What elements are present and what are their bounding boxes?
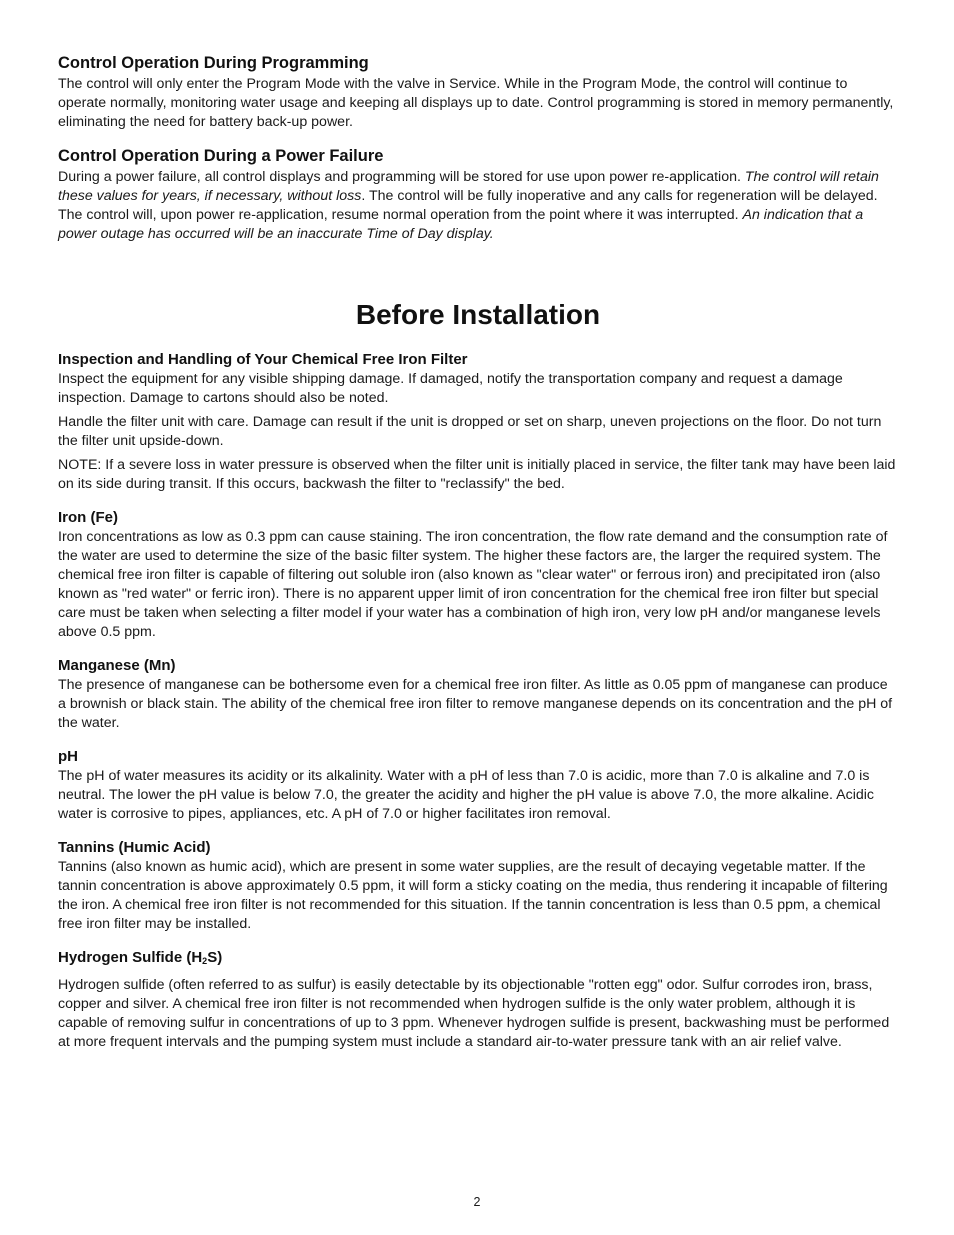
section-paragraph: The pH of water measures its acidity or its alkalinity. Water with a pH of less than 7.0 is acidic, more than 7.0 is alkaline and 7.0 is neutral. The lower the pH value is below 7.0, the greater the acidity and higher the pH value is above 7.0, the more alkaline. Acidic water is corrosive to pipes, appliances, etc. A pH of 7.0 or higher facilitates iron removal.	[58, 768, 874, 822]
paragraph-italic-text: The control will retain these values for years, if necessary, without loss	[58, 169, 879, 204]
section-paragraph	[58, 168, 898, 244]
section-hydrogen-sulfide	[58, 948, 898, 1052]
section-iron	[58, 508, 898, 642]
section-paragraph: NOTE: If a severe loss in water pressure is observed when the filter unit is initially placed in service, the filter tank may have been laid on its side during transit. If this occurs, backwash the filter to "reclassify" the bed.	[58, 457, 896, 492]
paragraph-text: . The control will be fully inoperative and any calls for regeneration will be delayed. The control will, upon power re-application, resume normal operation from the point where it was interrupted.	[58, 188, 878, 223]
section-heading	[58, 948, 898, 969]
section-paragraph: The control will only enter the Program Mode with the valve in Service. While in the Program Mode, the control will continue to operate normally, monitoring water usage and keeping all displays up to date. Control programming is stored in memory permanently, eliminating the need for battery back-up power.	[58, 76, 894, 130]
page-title: Before Installation	[355, 299, 601, 330]
page-content	[58, 53, 898, 1066]
paragraph-italic-text: An indication that a power outage has occurred will be an inaccurate Time of Day display.	[58, 207, 864, 242]
section-manganese	[58, 656, 898, 733]
section-heading: Tannins (Humic Acid)	[58, 839, 211, 856]
heading-subscript: 2	[202, 956, 208, 966]
section-heading: Iron (Fe)	[58, 509, 118, 526]
section-paragraph: Hydrogen sulfide (often referred to as sulfur) is easily detectable by its objectionable "rotten egg" odor. Sulfur corrodes iron, brass, copper and silver. A chemical free iron filter is not recommended when hydrogen sulfide is the only water problem, although it is capable of removing sulfur in concentrations of up to 3 ppm. Whenever hydrogen sulfide is present, backwashing must be performed at more frequent intervals and the pumping system must include a standard air-to-water pressure tank with an air relief valve.	[58, 977, 890, 1050]
section-paragraph: Iron concentrations as low as 0.3 ppm can cause staining. The iron concentration, the flow rate demand and the consumption rate of the water are used to determine the size of the basic filter system. The higher these factors are, the larger the required system. The chemical free iron filter is capable of filtering out soluble iron (also known as "clear water" or ferrous iron) and precipitated iron (also known as "red water" or ferric iron). There is no apparent upper limit of iron concentration for the chemical free iron filter but special care must be taken when selecting a filter model if your water has a combination of high iron, very low pH and/or manganese levels above 0.5 ppm.	[58, 529, 888, 640]
section-paragraph: The presence of manganese can be bothersome even for a chemical free iron filter. As little as 0.05 ppm of manganese can produce a brownish or black stain. The ability of the chemical free iron filter to remove manganese depends on its concentration and the pH of the water.	[58, 677, 893, 731]
section-control-programming	[58, 53, 898, 132]
section-heading: Control Operation During a Power Failure	[58, 147, 384, 165]
section-paragraph: Tannins (also known as humic acid), which are present in some water supplies, are the result of decaying vegetable matter. If the tannin concentration is above approximately 0.5 ppm, it will form a sticky coating on the media, thus rendering it incapable of filtering the iron. A chemical free iron filter is not recommended for this situation. If the tannin concentration is less than 0.5 ppm, a chemical free iron filter may be installed.	[58, 859, 888, 932]
section-inspection-handling	[58, 350, 898, 494]
heading-text: Hydrogen Sulfide (H	[58, 949, 203, 966]
heading-text: S)	[207, 949, 223, 966]
section-heading: Manganese (Mn)	[58, 657, 176, 674]
section-paragraph: Inspect the equipment for any visible shipping damage. If damaged, notify the transportation company and request a damage inspection. Damage to cartons should also be noted.	[58, 371, 843, 406]
paragraph-text: During a power failure, all control displays and programming will be stored for use upon power re-application.	[58, 169, 745, 185]
section-paragraph: Handle the filter unit with care. Damage can result if the unit is dropped or set on sharp, uneven projections on the floor. Do not turn the filter unit upside-down.	[58, 414, 882, 449]
section-ph	[58, 747, 898, 824]
section-control-power-failure	[58, 146, 898, 244]
section-heading: pH	[58, 748, 78, 765]
page-number: 2	[473, 1195, 481, 1209]
section-heading: Inspection and Handling of Your Chemical Free Iron Filter	[58, 351, 468, 368]
section-tannins	[58, 838, 898, 934]
section-heading: Control Operation During Programming	[58, 54, 369, 72]
